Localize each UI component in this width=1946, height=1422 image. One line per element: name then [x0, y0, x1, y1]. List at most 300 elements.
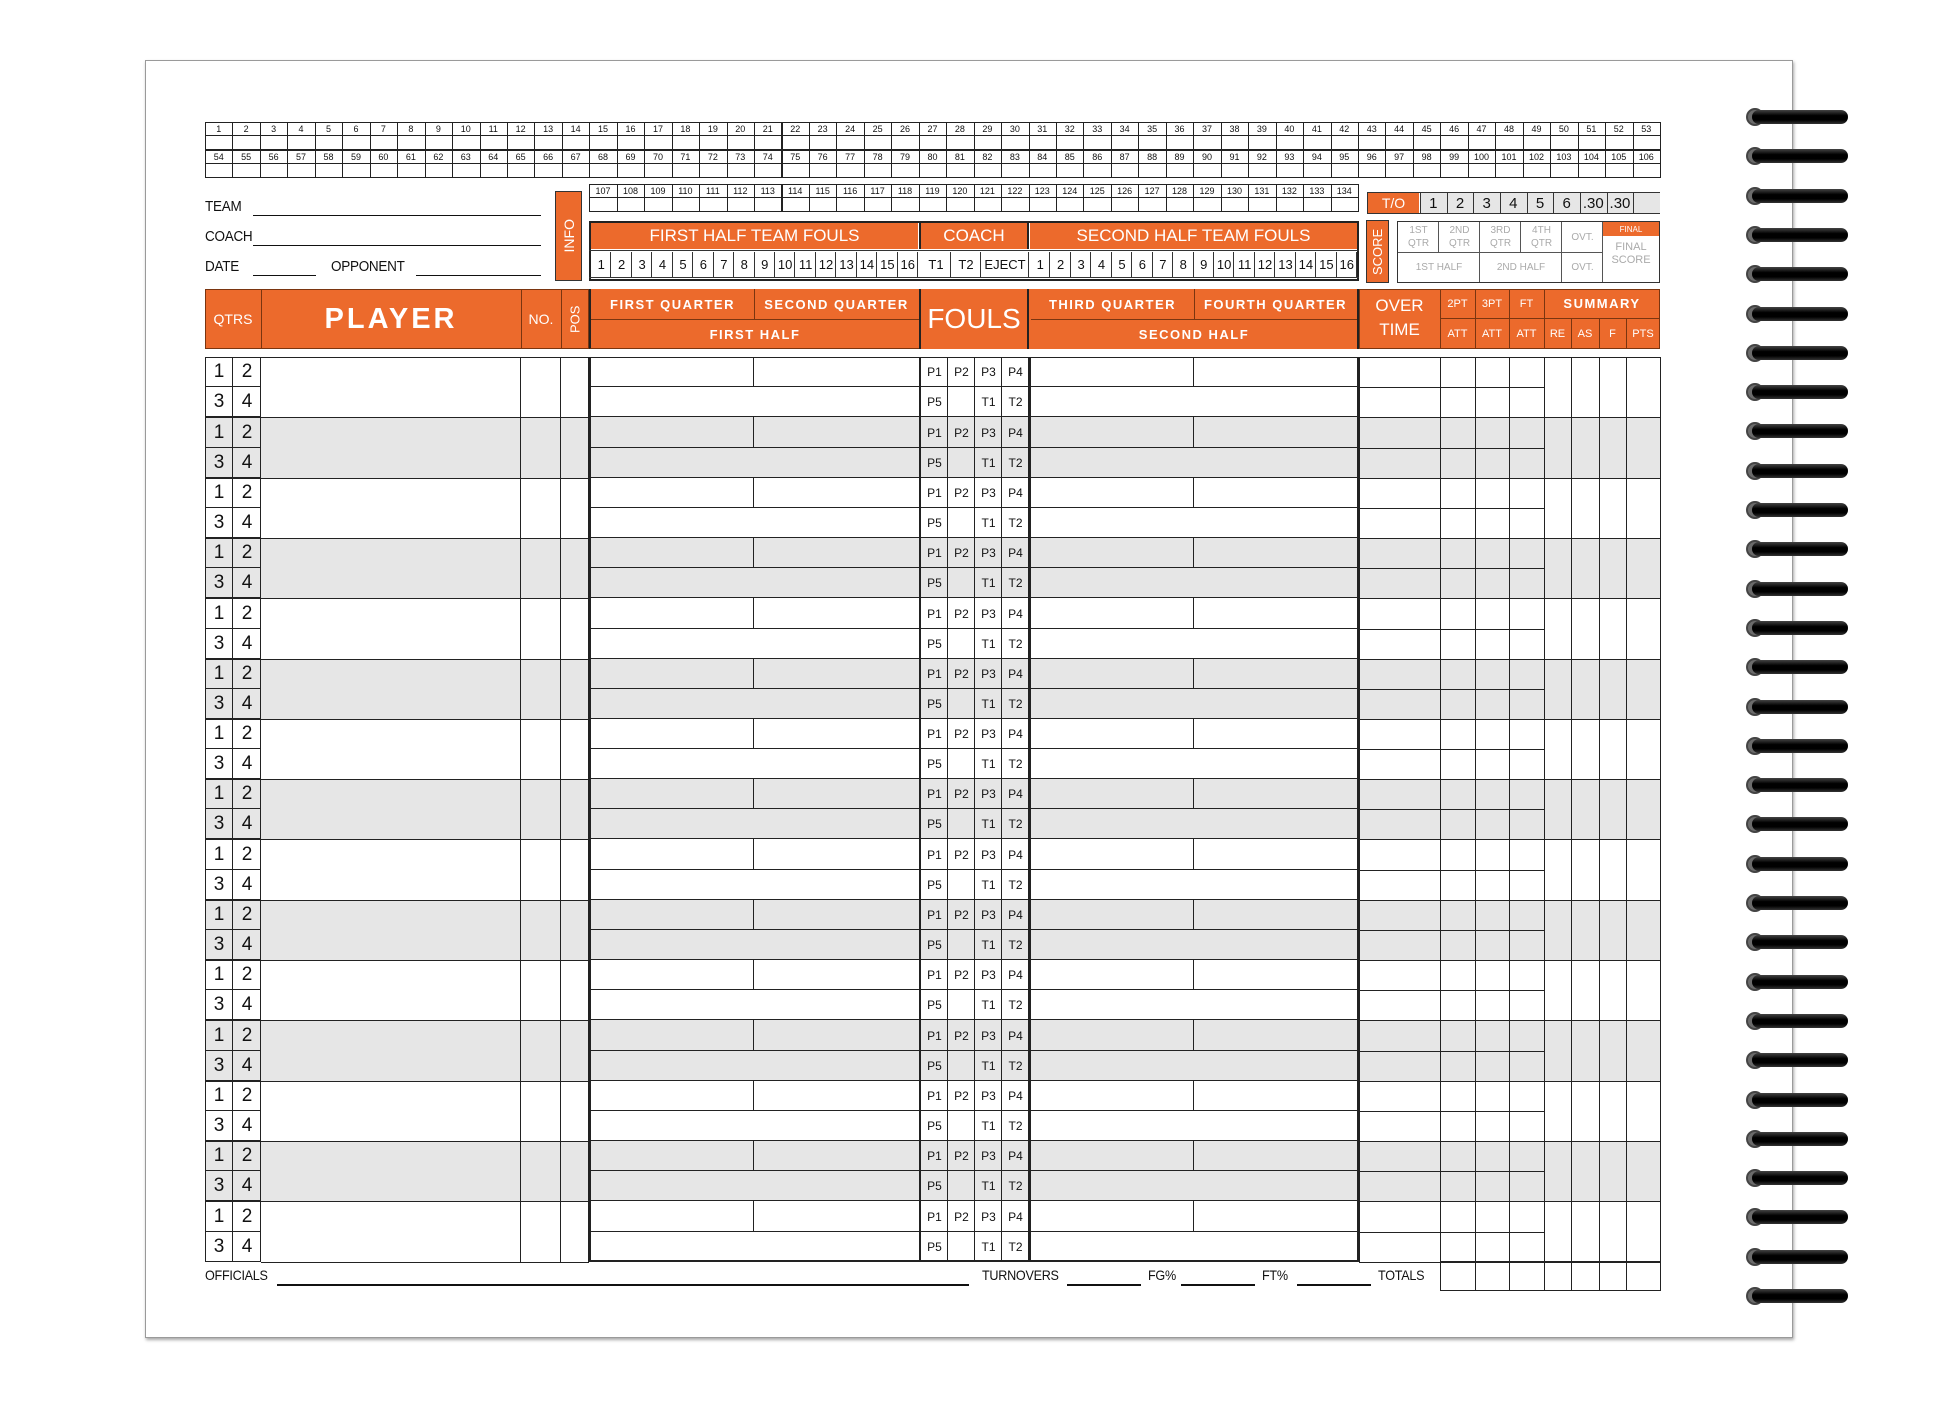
ft-att-cell[interactable]	[1509, 629, 1545, 660]
score-mark-cell[interactable]	[287, 135, 315, 150]
points-cell[interactable]	[1626, 960, 1661, 1021]
player-name-cell[interactable]	[261, 598, 521, 660]
score-mark-cell[interactable]	[534, 163, 562, 178]
three-pt-att-cell[interactable]	[1475, 1232, 1510, 1263]
team-field[interactable]	[253, 215, 541, 216]
score-mark-cell[interactable]	[1248, 135, 1276, 150]
fourth-quarter-cell[interactable]	[1194, 538, 1357, 568]
three-pt-att-cell[interactable]	[1475, 779, 1510, 810]
totals-cell[interactable]	[1599, 1261, 1627, 1291]
two-pt-att-cell[interactable]	[1440, 538, 1476, 569]
ft-att-cell[interactable]	[1509, 1141, 1545, 1172]
points-cell[interactable]	[1626, 900, 1661, 961]
assists-cell[interactable]	[1571, 779, 1600, 840]
player-number-cell[interactable]	[521, 900, 561, 961]
fouls-total-cell[interactable]	[1599, 960, 1627, 1021]
third-quarter-cell[interactable]	[1031, 1201, 1194, 1232]
second-quarter-cell[interactable]	[754, 900, 919, 930]
three-pt-att-cell[interactable]	[1475, 538, 1510, 569]
rebounds-cell[interactable]	[1544, 900, 1572, 961]
two-pt-att-cell[interactable]	[1440, 659, 1476, 690]
fourth-quarter-cell[interactable]	[1194, 719, 1357, 749]
score-mark-cell[interactable]	[946, 163, 974, 178]
assists-cell[interactable]	[1571, 659, 1600, 720]
score-mark-cell[interactable]	[260, 135, 288, 150]
score-mark-cell[interactable]	[1303, 163, 1331, 178]
player-name-cell[interactable]	[261, 357, 521, 418]
two-pt-att-cell[interactable]	[1440, 448, 1476, 479]
two-pt-att-cell[interactable]	[1440, 1111, 1476, 1142]
points-cell[interactable]	[1626, 357, 1661, 418]
score-mark-cell[interactable]	[1578, 163, 1606, 178]
rebounds-cell[interactable]	[1544, 598, 1572, 660]
score-mark-cell[interactable]	[782, 197, 810, 212]
ft-att-cell[interactable]	[1509, 1171, 1545, 1202]
player-name-cell[interactable]	[261, 478, 521, 539]
points-cell[interactable]	[1626, 719, 1661, 780]
third-quarter-cell[interactable]	[1031, 1141, 1194, 1171]
score-mark-cell[interactable]	[315, 163, 343, 178]
score-mark-cell[interactable]	[754, 135, 782, 150]
fourth-quarter-cell[interactable]	[1194, 960, 1357, 990]
score-mark-cell[interactable]	[617, 163, 645, 178]
fouls-total-cell[interactable]	[1599, 719, 1627, 780]
assists-cell[interactable]	[1571, 357, 1600, 418]
ft-att-cell[interactable]	[1509, 809, 1545, 840]
score-mark-cell[interactable]	[287, 163, 315, 178]
ft-att-cell[interactable]	[1509, 598, 1545, 630]
two-pt-att-cell[interactable]	[1440, 1141, 1476, 1172]
score-mark-cell[interactable]	[1578, 135, 1606, 150]
second-half-cell[interactable]	[1031, 1051, 1357, 1081]
two-pt-att-cell[interactable]	[1440, 689, 1476, 720]
totals-cell[interactable]	[1440, 1261, 1476, 1291]
rebounds-cell[interactable]	[1544, 417, 1572, 479]
score-mark-cell[interactable]	[727, 135, 755, 150]
overtime-cell[interactable]	[1359, 538, 1441, 569]
score-mark-cell[interactable]	[1605, 135, 1633, 150]
points-cell[interactable]	[1626, 478, 1661, 539]
officials-field[interactable]	[277, 1284, 969, 1286]
overtime-cell[interactable]	[1359, 900, 1441, 931]
score-mark-cell[interactable]	[727, 163, 755, 178]
second-half-cell[interactable]	[1031, 629, 1357, 659]
score-mark-cell[interactable]	[1001, 135, 1029, 150]
overtime-cell[interactable]	[1359, 779, 1441, 810]
score-mark-cell[interactable]	[644, 135, 672, 150]
score-mark-cell[interactable]	[672, 163, 700, 178]
two-pt-att-cell[interactable]	[1440, 870, 1476, 901]
second-half-cell[interactable]	[1031, 1171, 1357, 1201]
totals-cell[interactable]	[1571, 1261, 1600, 1291]
two-pt-att-cell[interactable]	[1440, 900, 1476, 931]
score-mark-cell[interactable]	[1413, 163, 1441, 178]
assists-cell[interactable]	[1571, 478, 1600, 539]
fg-pct-field[interactable]	[1181, 1284, 1255, 1286]
fourth-quarter-cell[interactable]	[1194, 1081, 1357, 1111]
second-half-cell[interactable]	[1031, 448, 1357, 478]
first-quarter-cell[interactable]	[591, 1081, 754, 1111]
score-mark-cell[interactable]	[1029, 163, 1057, 178]
player-number-cell[interactable]	[521, 1201, 561, 1263]
overtime-cell[interactable]	[1359, 1111, 1441, 1142]
three-pt-att-cell[interactable]	[1475, 1051, 1510, 1082]
second-quarter-cell[interactable]	[754, 1141, 919, 1171]
ft-att-cell[interactable]	[1509, 960, 1545, 991]
three-pt-att-cell[interactable]	[1475, 1081, 1510, 1112]
first-half-cell[interactable]	[591, 809, 919, 839]
third-quarter-cell[interactable]	[1031, 659, 1194, 689]
three-pt-att-cell[interactable]	[1475, 839, 1510, 871]
score-mark-cell[interactable]	[205, 163, 233, 178]
score-mark-cell[interactable]	[1276, 163, 1304, 178]
score-mark-cell[interactable]	[782, 163, 810, 178]
score-mark-cell[interactable]	[1358, 135, 1386, 150]
overtime-cell[interactable]	[1359, 417, 1441, 449]
score-mark-cell[interactable]	[1303, 135, 1331, 150]
overtime-cell[interactable]	[1359, 568, 1441, 599]
overtime-cell[interactable]	[1359, 1020, 1441, 1052]
three-pt-att-cell[interactable]	[1475, 1171, 1510, 1202]
coach-field[interactable]	[253, 245, 541, 246]
two-pt-att-cell[interactable]	[1440, 809, 1476, 840]
two-pt-att-cell[interactable]	[1440, 1171, 1476, 1202]
points-cell[interactable]	[1626, 1141, 1661, 1202]
two-pt-att-cell[interactable]	[1440, 839, 1476, 871]
assists-cell[interactable]	[1571, 719, 1600, 780]
score-mark-cell[interactable]	[727, 197, 755, 212]
score-mark-cell[interactable]	[1056, 163, 1084, 178]
score-mark-cell[interactable]	[1193, 135, 1221, 150]
score-mark-cell[interactable]	[1029, 197, 1057, 212]
player-position-cell[interactable]	[561, 719, 589, 780]
totals-cell[interactable]	[1544, 1261, 1572, 1291]
ft-att-cell[interactable]	[1509, 1201, 1545, 1233]
overtime-cell[interactable]	[1359, 930, 1441, 961]
score-mark-cell[interactable]	[1083, 135, 1111, 150]
score-mark-cell[interactable]	[809, 163, 837, 178]
overtime-cell[interactable]	[1359, 598, 1441, 630]
score-mark-cell[interactable]	[1495, 163, 1523, 178]
score-mark-cell[interactable]	[974, 163, 1002, 178]
score-mark-cell[interactable]	[232, 135, 260, 150]
score-mark-cell[interactable]	[507, 135, 535, 150]
first-half-cell[interactable]	[591, 990, 919, 1020]
overtime-cell[interactable]	[1359, 719, 1441, 750]
second-quarter-cell[interactable]	[754, 538, 919, 568]
fourth-quarter-cell[interactable]	[1194, 1141, 1357, 1171]
player-position-cell[interactable]	[561, 357, 589, 418]
fouls-total-cell[interactable]	[1599, 900, 1627, 961]
ft-att-cell[interactable]	[1509, 1020, 1545, 1052]
points-cell[interactable]	[1626, 598, 1661, 660]
player-name-cell[interactable]	[261, 1201, 521, 1263]
first-half-cell[interactable]	[591, 689, 919, 719]
score-mark-cell[interactable]	[1385, 163, 1413, 178]
three-pt-att-cell[interactable]	[1475, 1141, 1510, 1172]
overtime-cell[interactable]	[1359, 990, 1441, 1021]
ft-att-cell[interactable]	[1509, 568, 1545, 599]
player-number-cell[interactable]	[521, 719, 561, 780]
score-mark-cell[interactable]	[699, 163, 727, 178]
score-mark-cell[interactable]	[1550, 163, 1578, 178]
score-mark-cell[interactable]	[864, 163, 892, 178]
player-name-cell[interactable]	[261, 417, 521, 479]
player-name-cell[interactable]	[261, 779, 521, 840]
score-mark-cell[interactable]	[1001, 163, 1029, 178]
first-quarter-cell[interactable]	[591, 960, 754, 990]
score-mark-cell[interactable]	[1468, 135, 1496, 150]
two-pt-att-cell[interactable]	[1440, 1232, 1476, 1263]
overtime-cell[interactable]	[1359, 1051, 1441, 1082]
ft-att-cell[interactable]	[1509, 1111, 1545, 1142]
points-cell[interactable]	[1626, 1081, 1661, 1142]
ft-att-cell[interactable]	[1509, 779, 1545, 810]
second-quarter-cell[interactable]	[754, 357, 919, 387]
first-half-cell[interactable]	[591, 1111, 919, 1141]
assists-cell[interactable]	[1571, 839, 1600, 901]
fourth-quarter-cell[interactable]	[1194, 478, 1357, 508]
player-position-cell[interactable]	[561, 659, 589, 720]
fouls-total-cell[interactable]	[1599, 1081, 1627, 1142]
score-mark-cell[interactable]	[1083, 163, 1111, 178]
first-half-cell[interactable]	[591, 1171, 919, 1201]
second-half-cell[interactable]	[1031, 870, 1357, 900]
two-pt-att-cell[interactable]	[1440, 629, 1476, 660]
player-position-cell[interactable]	[561, 1141, 589, 1202]
player-position-cell[interactable]	[561, 478, 589, 539]
first-half-cell[interactable]	[591, 508, 919, 538]
score-mark-cell[interactable]	[1331, 163, 1359, 178]
score-mark-cell[interactable]	[1550, 135, 1578, 150]
score-mark-cell[interactable]	[919, 163, 947, 178]
ft-att-cell[interactable]	[1509, 1051, 1545, 1082]
player-number-cell[interactable]	[521, 1081, 561, 1142]
first-half-cell[interactable]	[591, 870, 919, 900]
fouls-total-cell[interactable]	[1599, 779, 1627, 840]
score-mark-cell[interactable]	[1166, 135, 1194, 150]
three-pt-att-cell[interactable]	[1475, 960, 1510, 991]
fourth-quarter-cell[interactable]	[1194, 598, 1357, 629]
ft-att-cell[interactable]	[1509, 478, 1545, 509]
third-quarter-cell[interactable]	[1031, 538, 1194, 568]
score-mark-cell[interactable]	[1468, 163, 1496, 178]
score-mark-cell[interactable]	[1138, 135, 1166, 150]
score-mark-cell[interactable]	[1166, 197, 1194, 212]
second-half-cell[interactable]	[1031, 508, 1357, 538]
ft-att-cell[interactable]	[1509, 357, 1545, 388]
score-mark-cell[interactable]	[891, 197, 919, 212]
ft-att-cell[interactable]	[1509, 417, 1545, 449]
three-pt-att-cell[interactable]	[1475, 1111, 1510, 1142]
first-quarter-cell[interactable]	[591, 1020, 754, 1051]
fouls-total-cell[interactable]	[1599, 839, 1627, 901]
first-quarter-cell[interactable]	[591, 538, 754, 568]
points-cell[interactable]	[1626, 538, 1661, 599]
ft-att-cell[interactable]	[1509, 870, 1545, 901]
score-mark-cell[interactable]	[1276, 135, 1304, 150]
score-mark-cell[interactable]	[1440, 135, 1468, 150]
second-half-cell[interactable]	[1031, 387, 1357, 417]
overtime-cell[interactable]	[1359, 357, 1441, 388]
overtime-cell[interactable]	[1359, 448, 1441, 479]
player-number-cell[interactable]	[521, 659, 561, 720]
second-quarter-cell[interactable]	[754, 598, 919, 629]
second-quarter-cell[interactable]	[754, 417, 919, 448]
rebounds-cell[interactable]	[1544, 357, 1572, 418]
score-mark-cell[interactable]	[1440, 163, 1468, 178]
score-mark-cell[interactable]	[864, 135, 892, 150]
assists-cell[interactable]	[1571, 538, 1600, 599]
score-mark-cell[interactable]	[644, 197, 672, 212]
ft-att-cell[interactable]	[1509, 508, 1545, 539]
score-mark-cell[interactable]	[1166, 163, 1194, 178]
rebounds-cell[interactable]	[1544, 960, 1572, 1021]
first-quarter-cell[interactable]	[591, 357, 754, 387]
three-pt-att-cell[interactable]	[1475, 568, 1510, 599]
player-position-cell[interactable]	[561, 779, 589, 840]
rebounds-cell[interactable]	[1544, 719, 1572, 780]
rebounds-cell[interactable]	[1544, 1081, 1572, 1142]
two-pt-att-cell[interactable]	[1440, 357, 1476, 388]
third-quarter-cell[interactable]	[1031, 357, 1194, 387]
fouls-total-cell[interactable]	[1599, 598, 1627, 660]
third-quarter-cell[interactable]	[1031, 1081, 1194, 1111]
score-mark-cell[interactable]	[507, 163, 535, 178]
rebounds-cell[interactable]	[1544, 1141, 1572, 1202]
score-mark-cell[interactable]	[480, 135, 508, 150]
two-pt-att-cell[interactable]	[1440, 598, 1476, 630]
rebounds-cell[interactable]	[1544, 779, 1572, 840]
score-mark-cell[interactable]	[1331, 197, 1359, 212]
player-number-cell[interactable]	[521, 598, 561, 660]
score-mark-cell[interactable]	[1111, 163, 1139, 178]
second-quarter-cell[interactable]	[754, 839, 919, 870]
fouls-total-cell[interactable]	[1599, 478, 1627, 539]
fouls-total-cell[interactable]	[1599, 1020, 1627, 1082]
assists-cell[interactable]	[1571, 900, 1600, 961]
first-quarter-cell[interactable]	[591, 478, 754, 508]
second-half-cell[interactable]	[1031, 809, 1357, 839]
overtime-cell[interactable]	[1359, 1081, 1441, 1112]
first-quarter-cell[interactable]	[591, 1141, 754, 1171]
score-mark-cell[interactable]	[974, 197, 1002, 212]
score-mark-cell[interactable]	[562, 135, 590, 150]
overtime-cell[interactable]	[1359, 839, 1441, 871]
fouls-total-cell[interactable]	[1599, 538, 1627, 599]
opponent-field[interactable]	[416, 275, 541, 276]
totals-cell[interactable]	[1509, 1261, 1545, 1291]
points-cell[interactable]	[1626, 1020, 1661, 1082]
fourth-quarter-cell[interactable]	[1194, 1201, 1357, 1232]
score-mark-cell[interactable]	[1303, 197, 1331, 212]
score-mark-cell[interactable]	[1056, 135, 1084, 150]
two-pt-att-cell[interactable]	[1440, 719, 1476, 750]
score-mark-cell[interactable]	[397, 135, 425, 150]
first-half-cell[interactable]	[591, 629, 919, 659]
first-quarter-cell[interactable]	[591, 659, 754, 689]
three-pt-att-cell[interactable]	[1475, 508, 1510, 539]
player-name-cell[interactable]	[261, 1020, 521, 1082]
score-mark-cell[interactable]	[1331, 135, 1359, 150]
turnovers-field[interactable]	[1067, 1284, 1141, 1286]
score-mark-cell[interactable]	[891, 163, 919, 178]
overtime-cell[interactable]	[1359, 1201, 1441, 1233]
score-mark-cell[interactable]	[370, 163, 398, 178]
date-field[interactable]	[253, 275, 316, 276]
points-cell[interactable]	[1626, 779, 1661, 840]
ft-att-cell[interactable]	[1509, 448, 1545, 479]
second-quarter-cell[interactable]	[754, 478, 919, 508]
ft-att-cell[interactable]	[1509, 839, 1545, 871]
two-pt-att-cell[interactable]	[1440, 779, 1476, 810]
three-pt-att-cell[interactable]	[1475, 387, 1510, 418]
score-mark-cell[interactable]	[1495, 135, 1523, 150]
rebounds-cell[interactable]	[1544, 839, 1572, 901]
score-mark-cell[interactable]	[1523, 163, 1551, 178]
score-mark-cell[interactable]	[1523, 135, 1551, 150]
fourth-quarter-cell[interactable]	[1194, 779, 1357, 809]
overtime-cell[interactable]	[1359, 387, 1441, 418]
score-mark-cell[interactable]	[1193, 163, 1221, 178]
player-number-cell[interactable]	[521, 960, 561, 1021]
score-mark-cell[interactable]	[754, 163, 782, 178]
score-mark-cell[interactable]	[782, 135, 810, 150]
score-mark-cell[interactable]	[617, 135, 645, 150]
ft-att-cell[interactable]	[1509, 387, 1545, 418]
second-half-cell[interactable]	[1031, 930, 1357, 960]
score-mark-cell[interactable]	[1221, 135, 1249, 150]
overtime-cell[interactable]	[1359, 478, 1441, 509]
two-pt-att-cell[interactable]	[1440, 1051, 1476, 1082]
score-mark-cell[interactable]	[342, 135, 370, 150]
score-mark-cell[interactable]	[809, 197, 837, 212]
three-pt-att-cell[interactable]	[1475, 598, 1510, 630]
assists-cell[interactable]	[1571, 417, 1600, 479]
two-pt-att-cell[interactable]	[1440, 508, 1476, 539]
score-mark-cell[interactable]	[1248, 197, 1276, 212]
points-cell[interactable]	[1626, 417, 1661, 479]
second-half-cell[interactable]	[1031, 1232, 1357, 1262]
player-number-cell[interactable]	[521, 538, 561, 599]
score-mark-cell[interactable]	[342, 163, 370, 178]
fouls-total-cell[interactable]	[1599, 1201, 1627, 1263]
player-position-cell[interactable]	[561, 839, 589, 901]
three-pt-att-cell[interactable]	[1475, 448, 1510, 479]
score-mark-cell[interactable]	[836, 135, 864, 150]
ft-att-cell[interactable]	[1509, 1081, 1545, 1112]
rebounds-cell[interactable]	[1544, 478, 1572, 539]
two-pt-att-cell[interactable]	[1440, 478, 1476, 509]
score-mark-cell[interactable]	[1358, 163, 1386, 178]
player-name-cell[interactable]	[261, 659, 521, 720]
player-name-cell[interactable]	[261, 719, 521, 780]
second-half-cell[interactable]	[1031, 689, 1357, 719]
score-mark-cell[interactable]	[589, 197, 617, 212]
player-number-cell[interactable]	[521, 417, 561, 479]
fourth-quarter-cell[interactable]	[1194, 900, 1357, 930]
overtime-cell[interactable]	[1359, 508, 1441, 539]
first-quarter-cell[interactable]	[591, 719, 754, 749]
fourth-quarter-cell[interactable]	[1194, 659, 1357, 689]
second-half-cell[interactable]	[1031, 568, 1357, 598]
two-pt-att-cell[interactable]	[1440, 387, 1476, 418]
three-pt-att-cell[interactable]	[1475, 930, 1510, 961]
ft-att-cell[interactable]	[1509, 719, 1545, 750]
score-mark-cell[interactable]	[1001, 197, 1029, 212]
player-number-cell[interactable]	[521, 1020, 561, 1082]
player-position-cell[interactable]	[561, 960, 589, 1021]
